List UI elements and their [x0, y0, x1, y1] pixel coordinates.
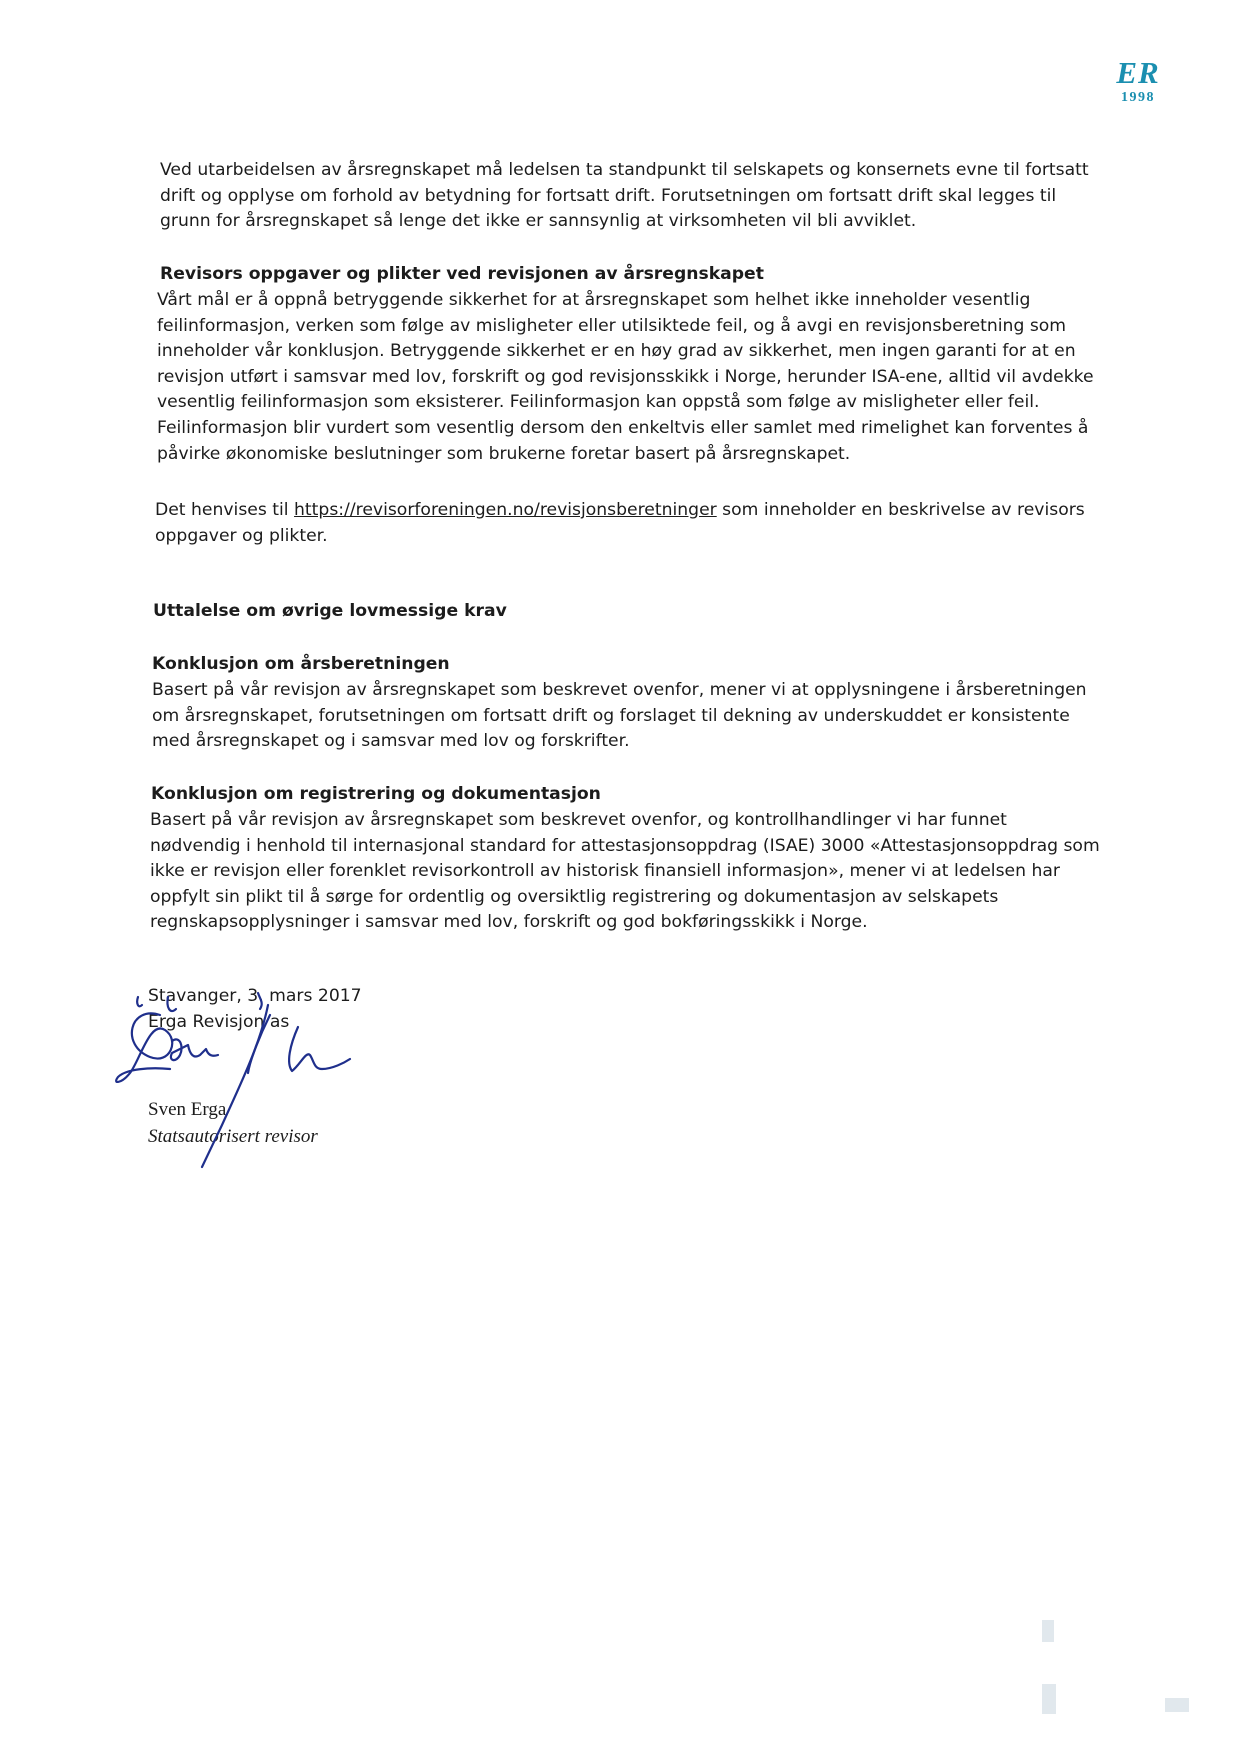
going-concern-paragraph: Ved utarbeidelsen av årsregnskapet må ledelsen ta standpunkt til selskapets og konsernets evne til fortsatt drift og opplyse om forhold av betydning for fortsatt drift. Forutsetningen om fortsatt drift skal legges til grunn for årsregnskapet så lenge det ikke er sannsynlig at virksomheten vil bli avviklet. — [160, 160, 1089, 232]
reference-prefix: Det henvises til — [155, 500, 295, 520]
reference-suffix: som inneholder en beskrivelse av revisors oppgaver og plikter. — [155, 500, 1085, 546]
reference-paragraph — [155, 498, 1095, 549]
signer-title: Statsautorisert revisor — [148, 1126, 318, 1147]
scan-artifact — [1042, 1684, 1056, 1714]
handwritten-signature — [110, 985, 370, 1170]
scan-artifact — [1042, 1620, 1054, 1642]
logo-mark: ER — [1116, 55, 1160, 90]
company-logo — [1098, 56, 1178, 106]
firm-name: Erga Revisjon as — [148, 1012, 290, 1032]
auditor-duties-heading: Revisors oppgaver og plikter ved revisjonen av årsregnskapet — [160, 264, 764, 284]
annual-report-paragraph: Basert på vår revisjon av årsregnskapet som beskrevet ovenfor, mener vi at opplysningene i årsberetningen om årsregnskapet, forutsetningen om fortsatt drift og forslaget til dekning av underskuddet er konsistente med årsregnskapet og i samsvar med lov og forskrifter. — [152, 680, 1087, 752]
registration-paragraph: Basert på vår revisjon av årsregnskapet som beskrevet ovenfor, og kontrollhandlinger vi har funnet nødvendig i henhold til internasjonal standard for attestasjonsoppdrag (ISAE) 3000 «Attestasjonsoppdrag som ikke er revisjon eller forenklet revisorkontroll av historisk finansiell informasjon», mener vi at ledelsen har oppfylt sin plikt til å sørge for ordentlig og oversiktlig registrering og dokumentasjon av selskapets regnskapsopplysninger i samsvar med lov, forskrift og god bokføringsskikk i Norge. — [150, 810, 1100, 933]
logo-year: 1998 — [1121, 90, 1155, 105]
signer-name: Sven Erga — [148, 1099, 227, 1120]
place-date: Stavanger, 3. mars 2017 — [148, 986, 362, 1006]
scan-artifact — [1165, 1698, 1189, 1712]
other-requirements-heading: Uttalelse om øvrige lovmessige krav — [153, 601, 507, 621]
registration-heading: Konklusjon om registrering og dokumentasjon — [151, 784, 601, 804]
auditor-duties-paragraph: Vårt mål er å oppnå betryggende sikkerhet for at årsregnskapet som helhet ikke inneholder vesentlig feilinformasjon, verken som følge av misligheter eller utilsiktede feil, og å avgi en revisjonsberetning som inneholder vår konklusjon. Betryggende sikkerhet er en høy grad av sikkerhet, men ingen garanti for at en revisjon utført i samsvar med lov, forskrift og god revisjonsskikk i Norge, herunder ISA-ene, alltid vil avdekke vesentlig feilinformasjon som eksisterer. Feilinformasjon kan oppstå som følge av misligheter eller feil. Feilinformasjon blir vurdert som vesentlig dersom den enkeltvis eller samlet med rimelighet kan forventes å påvirke økonomiske beslutninger som brukerne foretar basert på årsregnskapet. — [157, 290, 1094, 464]
annual-report-heading: Konklusjon om årsberetningen — [152, 654, 450, 674]
revisorforeningen-link[interactable]: https://revisorforeningen.no/revisjonsberetninger — [294, 500, 717, 520]
